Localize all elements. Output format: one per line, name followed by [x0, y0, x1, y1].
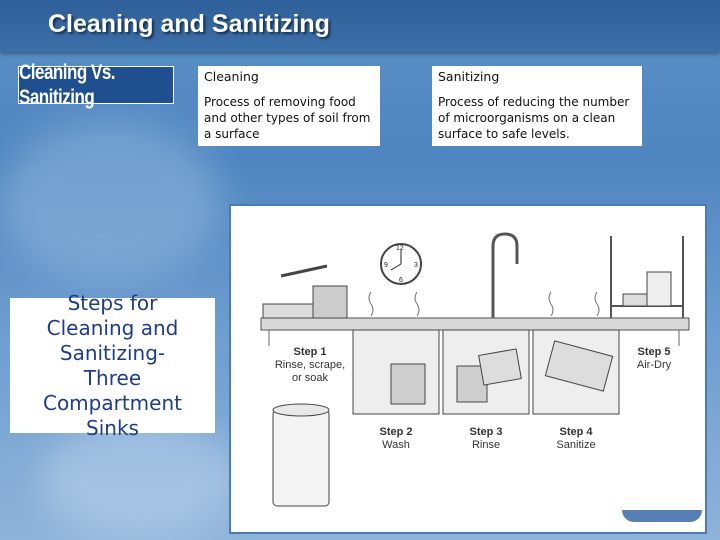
section-badge: [18, 60, 174, 109]
steam-4: [595, 292, 599, 316]
three-compartment-sink-diagram: [229, 204, 707, 534]
step-5-desc: Air-Dry: [636, 359, 672, 371]
sanitizing-card: [432, 66, 642, 146]
clock-6: 6: [399, 277, 403, 284]
scraper: [281, 266, 327, 276]
step-5-label: [619, 346, 689, 372]
trash-lid: [273, 404, 329, 416]
clock-9: 9: [384, 262, 388, 269]
steam-1: [369, 292, 373, 316]
steam-3: [549, 292, 553, 316]
step-2-number: Step 2: [379, 426, 413, 438]
cleaning-card: [198, 66, 380, 146]
background-photo: [0, 120, 220, 280]
step-5-number: Step 5: [637, 346, 671, 358]
step-3-number: Step 3: [469, 426, 503, 438]
badge-label: Cleaning Vs. Sanitizing: [19, 60, 116, 109]
page-title: Cleaning and Sanitizing: [48, 10, 330, 38]
trash-can: [273, 410, 329, 506]
cleaning-definition: Process of removing food and other types of soil from a surface: [204, 95, 371, 141]
header-bar: [0, 0, 720, 52]
pan-rinse: [479, 349, 522, 385]
cleaning-title: Cleaning: [204, 69, 259, 84]
sanitizing-title: Sanitizing: [438, 69, 500, 84]
step-4-label: [533, 426, 619, 452]
clock-3: 3: [414, 262, 418, 269]
step-4-number: Step 4: [559, 426, 593, 438]
pan-left: [263, 304, 313, 318]
counter-top: [261, 318, 689, 330]
steps-heading-box: [10, 290, 215, 440]
logo-swoosh: [622, 510, 702, 522]
step-4-desc: Sanitize: [556, 439, 596, 451]
faucet: [493, 234, 517, 318]
steam-2: [415, 292, 419, 316]
step-1-label: [267, 346, 353, 385]
step-1-desc: Rinse, scrape, or soak: [274, 359, 346, 384]
step-1-number: Step 1: [293, 346, 327, 358]
rack-container: [647, 272, 671, 306]
sanitizing-definition: Process of reducing the number of microorganisms on a clean surface to safe levels.: [438, 95, 630, 141]
step-2-desc: Wash: [382, 439, 410, 451]
stockpot: [313, 286, 347, 318]
step-3-label: [443, 426, 529, 452]
step-3-desc: Rinse: [471, 439, 501, 451]
step-2-label: [353, 426, 439, 452]
pot-wash: [391, 364, 425, 404]
steps-heading: Steps for Cleaning and Sanitizing- Three Compartment Sinks: [42, 290, 182, 440]
clock-12: 12: [396, 245, 404, 252]
